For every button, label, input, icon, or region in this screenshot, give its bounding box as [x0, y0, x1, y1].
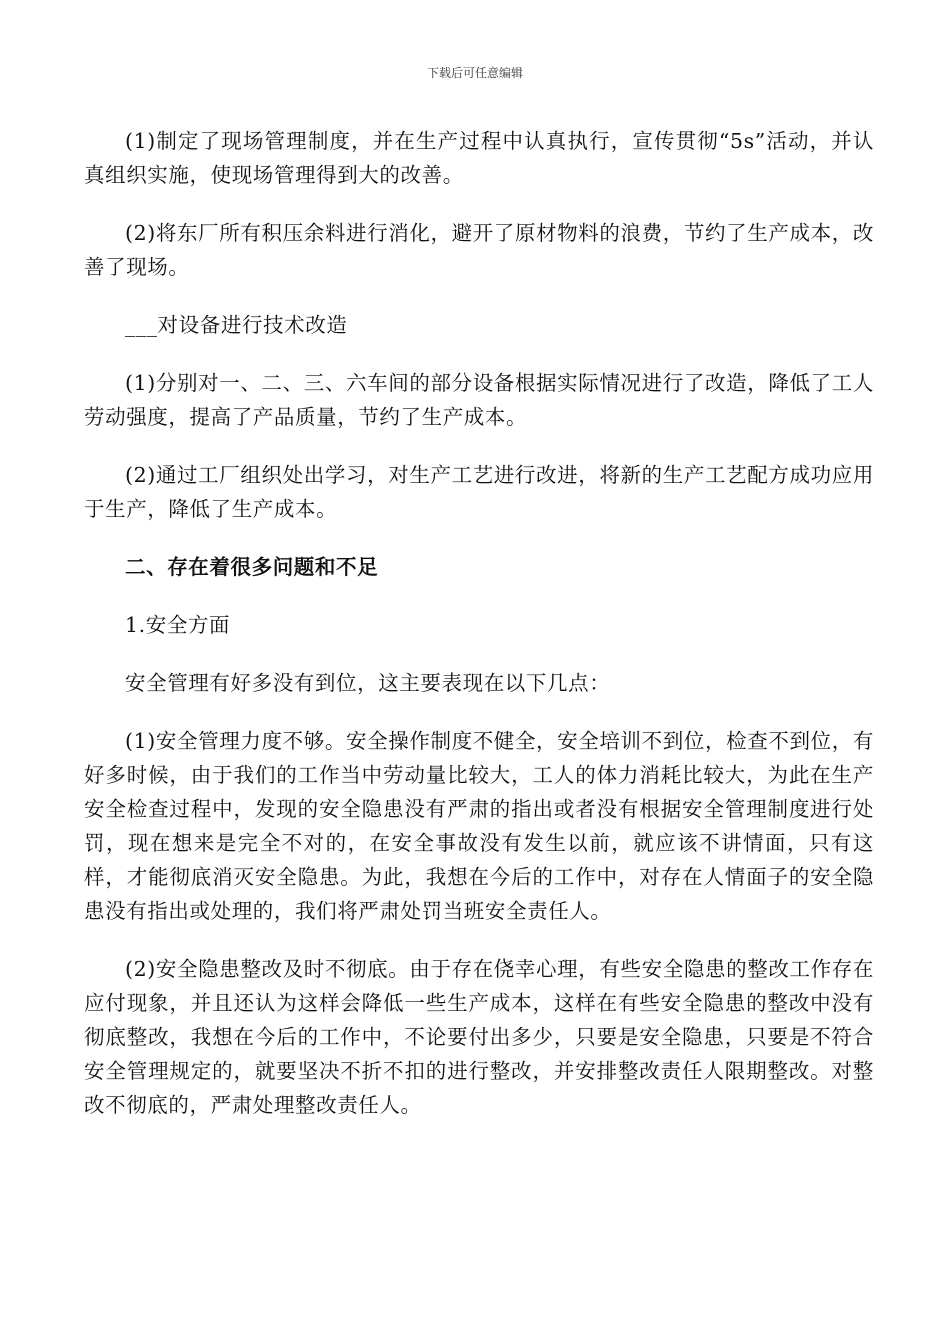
- section-heading-problems: 二、存在着很多问题和不足: [125, 555, 379, 579]
- subsection-heading-safety: 1.安全方面: [125, 613, 231, 637]
- paragraph-equipment-heading: ___对设备进行技术改造: [125, 313, 348, 337]
- paragraph-surplus-materials: (2)将东厂所有积压余料进行消化，避开了原材物料的浪费，节约了生产成本，改善了现场。: [84, 221, 874, 279]
- paragraph-equipment-retrofit: (1)分别对一、二、三、六车间的部分设备根据实际情况进行了改造，降低了工人劳动强度，提高了产品质量，节约了生产成本。: [84, 371, 874, 429]
- paragraph-process-improvement: (2)通过工厂组织处出学习，对生产工艺进行改进，将新的生产工艺配方成功应用于生产，降低了生产成本。: [84, 463, 874, 521]
- page-header: 下载后可任意编辑: [426, 66, 523, 80]
- document-body: [84, 124, 874, 1122]
- paragraph-safety-management: (1)安全管理力度不够。安全操作制度不健全，安全培训不到位，检查不到位，有好多时候，由于我们的工作当中劳动量比较大，工人的体力消耗比较大，为此在生产安全检查过程中，发现的安全隐患没有严肃的指出或者没有根据安全管理制度进行处罚，现在想来是完全不对的，在安全事故没有发生以前，就应该不讲情面，只有这样，才能彻底消灭安全隐患。为此，我想在今后的工作中，对存在人情面子的安全隐患没有指出或处理的，我们将严肃处罚当班安全责任人。: [84, 729, 874, 923]
- paragraph-hazard-rectification: (2)安全隐患整改及时不彻底。由于存在侥幸心理，有些安全隐患的整改工作存在应付现象，并且还认为这样会降低一些生产成本，这样在有些安全隐患的整改中没有彻底整改，我想在今后的工作中，不论要付出多少，只要是安全隐患，只要是不符合安全管理规定的，就要坚决不折不扣的进行整改，并安排整改责任人限期整改。对整改不彻底的，严肃处理整改责任人。: [84, 957, 874, 1117]
- paragraph-safety-intro: 安全管理有好多没有到位，这主要表现在以下几点：: [125, 671, 611, 695]
- paragraph-site-management: (1)制定了现场管理制度，并在生产过程中认真执行，宣传贯彻“5s”活动，并认真组织实施，使现场管理得到大的改善。: [84, 129, 874, 187]
